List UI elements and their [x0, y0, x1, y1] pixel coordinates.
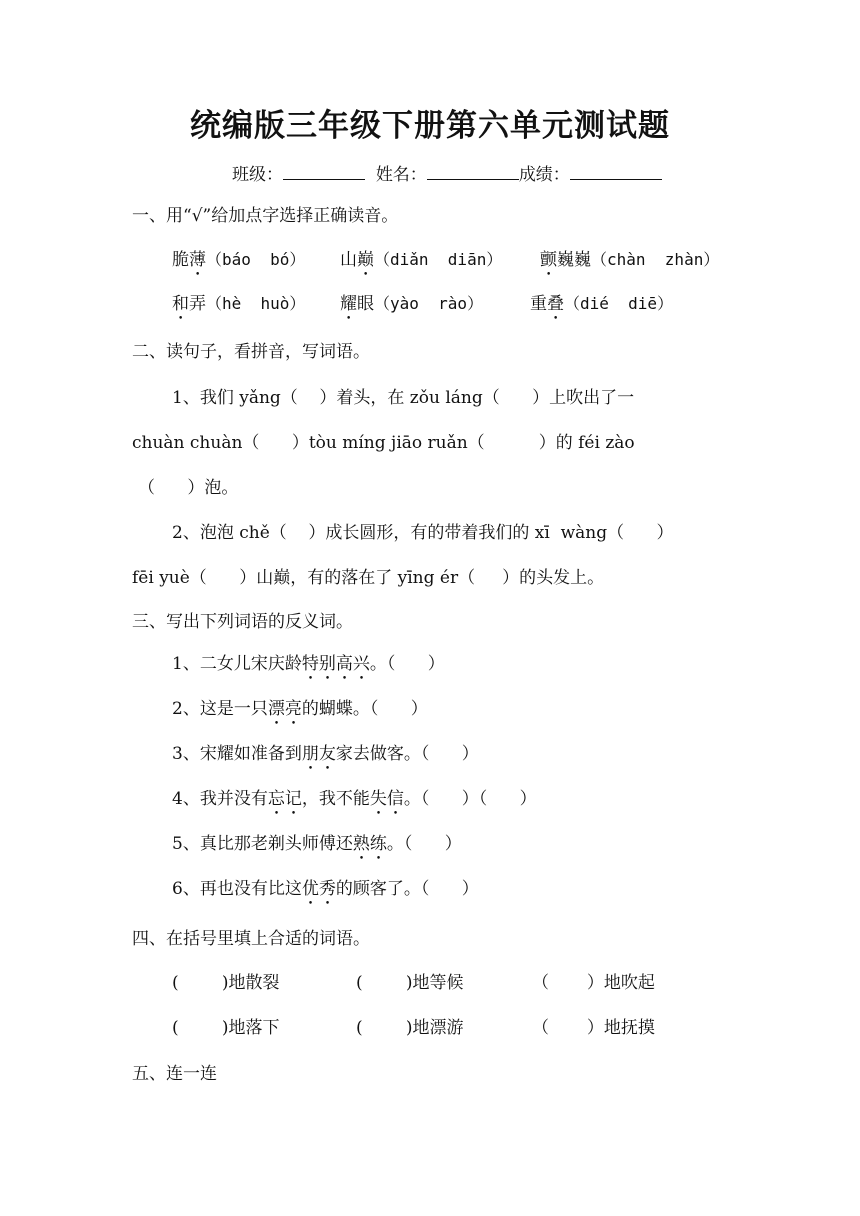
- s2-q1-line1: 1、我们 yǎng（ ）着头，在 zǒu láng（ ）上吹出了一: [172, 388, 635, 408]
- name-label: 姓名：: [375, 165, 427, 185]
- s1-item: 山巅（diǎn diān）: [340, 250, 503, 270]
- section5-heading: 五、连一连: [132, 1064, 217, 1084]
- section3-heading: 三、写出下列词语的反义词。: [132, 612, 353, 632]
- class-blank[interactable]: [283, 163, 365, 180]
- score-blank[interactable]: [570, 163, 662, 180]
- s2-q1-line3: （ ）泡。: [138, 478, 239, 498]
- s3-item: 1、二女儿宋庆龄特别高兴。（ ）: [172, 654, 445, 674]
- s1-item: 重叠（dié diē）: [530, 294, 674, 314]
- s4-blank-item: ( )地等候: [356, 973, 464, 993]
- s2-q2-line1: 2、泡泡 chě（ ）成长圆形，有的带着我们的 xī wàng（ ）: [172, 523, 674, 543]
- s4-blank-item: （ ）地抚摸: [532, 1018, 655, 1038]
- s3-item: 5、真比那老剃头师傅还熟练。（ ）: [172, 834, 462, 854]
- s3-item: 6、再也没有比这优秀的顾客了。（ ）: [172, 879, 479, 899]
- s1-item: 耀眼（yào rào）: [340, 294, 484, 314]
- s1-item: 和弄（hè huò）: [172, 294, 306, 314]
- s2-q1-line2: chuàn chuàn（ ）tòu míng jiāo ruǎn（ ）的 féi zào: [132, 433, 635, 453]
- class-label: 班级：: [232, 165, 283, 185]
- section1-heading: 一、用“√”给加点字选择正确读音。: [132, 206, 399, 226]
- s1-item: 颤巍巍（chàn zhàn）: [540, 250, 720, 270]
- score-label: 成绩：: [518, 165, 570, 185]
- s2-q2-line2: fēi yuè（ ）山巅，有的落在了 yīng ér（ ）的头发上。: [132, 568, 605, 588]
- section2-heading: 二、读句子，看拼音，写词语。: [132, 342, 370, 362]
- page-title: 统编版三年级下册第六单元测试题: [190, 108, 670, 144]
- s4-blank-item: ( )地漂游: [356, 1018, 464, 1038]
- student-info-line: [232, 160, 662, 185]
- s3-item: 2、这是一只漂亮的蝴蝶。（ ）: [172, 699, 428, 719]
- s4-blank-item: （ ）地吹起: [532, 973, 655, 993]
- section4-heading: 四、在括号里填上合适的词语。: [132, 929, 370, 949]
- name-blank[interactable]: [427, 163, 519, 180]
- s3-item: 4、我并没有忘记，我不能失信。（ ）（ ）: [172, 789, 537, 809]
- s4-blank-item: ( )地散裂: [172, 973, 280, 993]
- s4-blank-item: ( )地落下: [172, 1018, 280, 1038]
- s3-item: 3、宋耀如准备到朋友家去做客。（ ）: [172, 744, 479, 764]
- s1-item: 脆薄（báo bó）: [172, 250, 306, 270]
